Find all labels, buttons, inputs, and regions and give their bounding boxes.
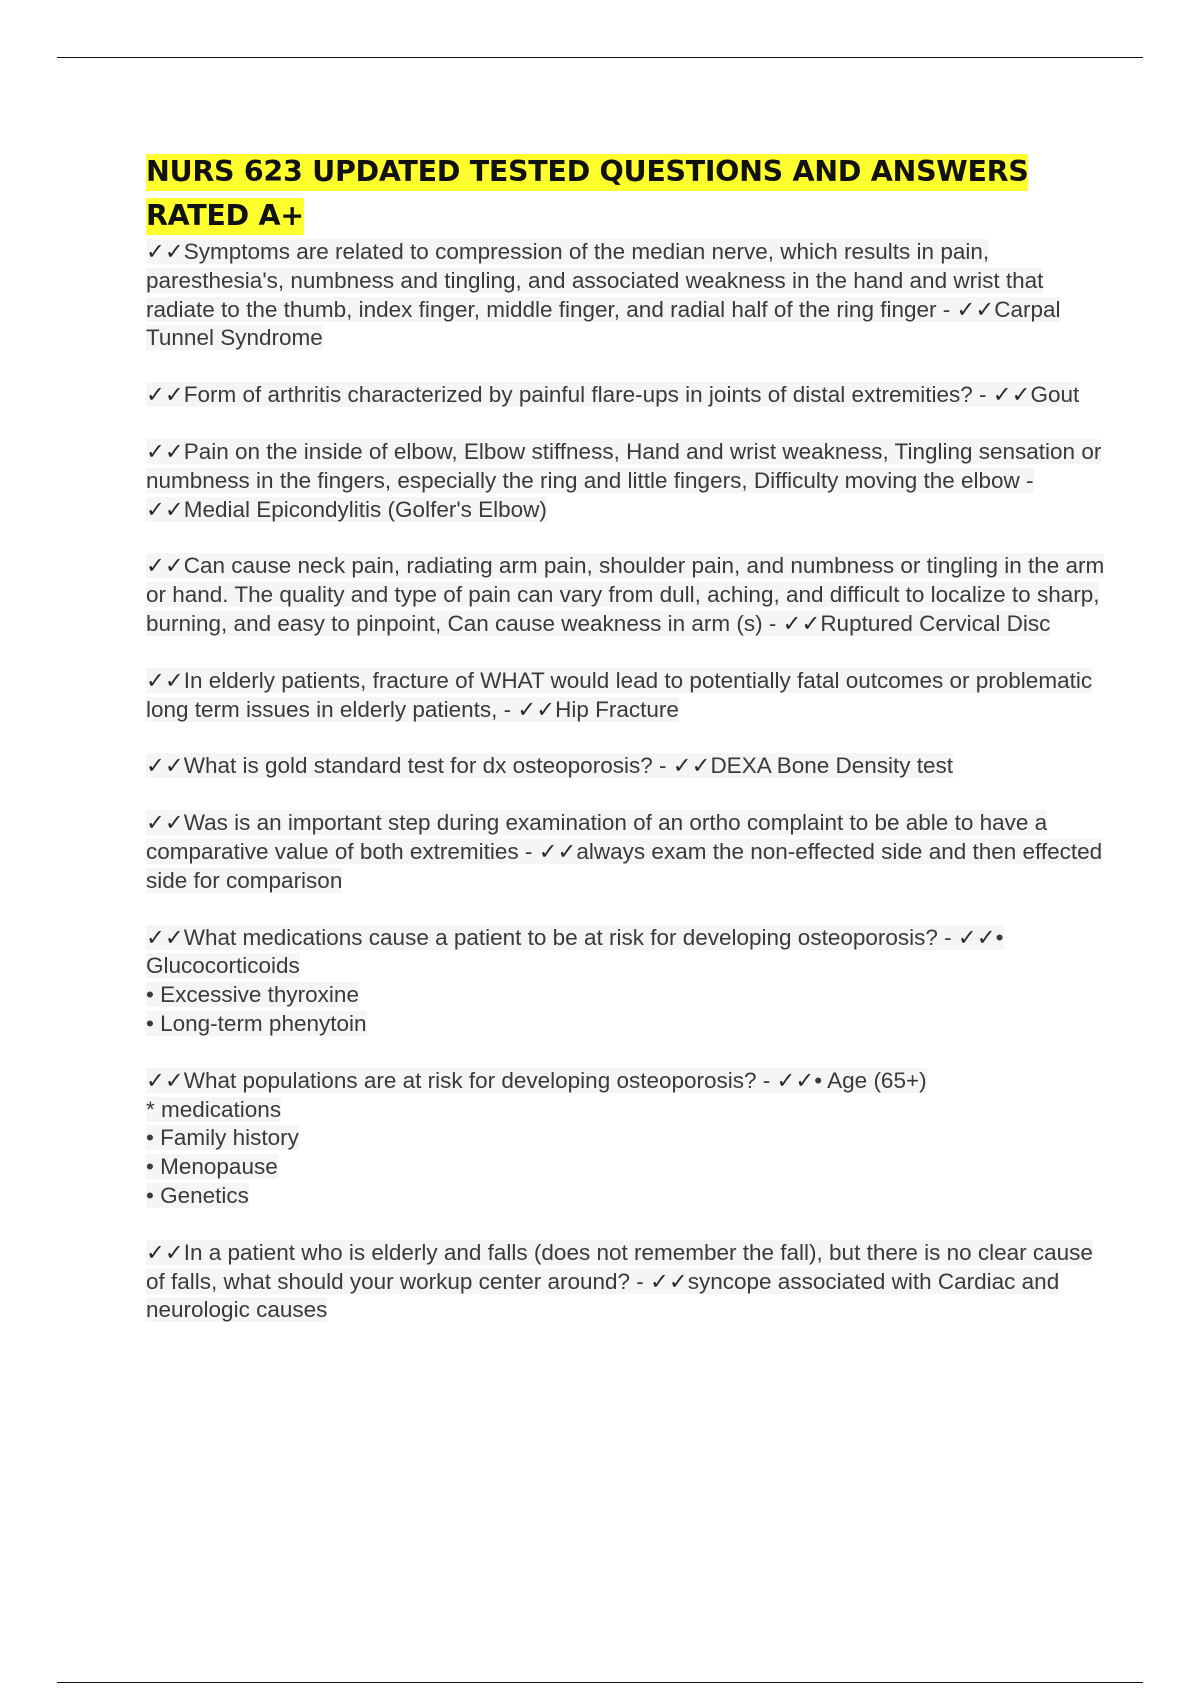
qa-item-6 bbox=[146, 752, 1106, 781]
qa-item-8 bbox=[146, 924, 1106, 1039]
check-icon: ✓✓ bbox=[957, 924, 996, 950]
question-text: Symptoms are related to compression of the median nerve, which results in pain, paresthesia's, numbness and tingling, and associated weakness in the hand and wrist that radiate to the thumb, index finger, middle finger, and radial half of the ring finger - bbox=[146, 239, 1044, 322]
qa-item-7 bbox=[146, 809, 1106, 895]
list-item: • Excessive thyroxine bbox=[146, 982, 359, 1008]
question-text: Was is an important step during examination of an ortho complaint to be able to have a comparative value of both extremities - bbox=[146, 810, 1048, 864]
check-icon: ✓✓ bbox=[146, 667, 184, 693]
answer-text: DEXA Bone Density test bbox=[710, 753, 954, 779]
document-title bbox=[146, 150, 1106, 238]
answer-text: • Glucocorticoids bbox=[146, 924, 1004, 979]
list-item: • Menopause bbox=[146, 1154, 278, 1180]
check-icon: ✓✓ bbox=[146, 496, 184, 522]
list-item: • Genetics bbox=[146, 1182, 249, 1208]
check-icon: ✓✓ bbox=[956, 296, 995, 322]
answer-text: Ruptured Cervical Disc bbox=[820, 610, 1051, 636]
check-icon: ✓✓ bbox=[146, 924, 184, 950]
qa-item-9 bbox=[146, 1067, 1106, 1211]
question-text: In elderly patients, fracture of WHAT would lead to potentially fatal outcomes or problematic long term issues in elderly patients, - bbox=[146, 667, 1093, 722]
qa-item-1 bbox=[146, 238, 1106, 353]
check-icon: ✓✓ bbox=[992, 382, 1031, 408]
check-icon: ✓✓ bbox=[146, 553, 184, 579]
qa-item-4 bbox=[146, 552, 1106, 638]
check-icon: ✓✓ bbox=[538, 838, 577, 864]
list-item: * medications bbox=[146, 1096, 282, 1122]
check-icon: ✓✓ bbox=[146, 1067, 184, 1093]
question-text: What populations are at risk for developing osteoporosis? - bbox=[183, 1067, 777, 1093]
check-icon: ✓✓ bbox=[146, 382, 184, 408]
question-text: What is gold standard test for dx osteoporosis? - bbox=[183, 753, 673, 779]
answer-text: always exam the non-effected side and then effected side for comparison bbox=[146, 838, 1103, 893]
answer-text: Carpal Tunnel Syndrome bbox=[146, 296, 1061, 351]
document-body bbox=[146, 150, 1106, 1353]
question-text: Form of arthritis characterized by painful flare-ups in joints of distal extremities? - bbox=[183, 382, 993, 408]
answer-text: Medial Epicondylitis (Golfer's Elbow) bbox=[183, 496, 547, 522]
question-text: Can cause neck pain, radiating arm pain, shoulder pain, and numbness or tingling in the arm or hand. The quality and type of pain can vary from dull, aching, and difficult to localize to sharp, burning, and easy to pinpoint, Can cause weakness in arm (s) - bbox=[146, 553, 1105, 636]
answer-text: • Age (65+) bbox=[814, 1067, 927, 1093]
check-icon: ✓✓ bbox=[146, 239, 184, 264]
answer-text: Hip Fracture bbox=[555, 696, 679, 722]
qa-item-3 bbox=[146, 438, 1106, 524]
list-item: • Long-term phenytoin bbox=[146, 1010, 367, 1036]
bottom-rule bbox=[57, 1682, 1143, 1683]
qa-item-10 bbox=[146, 1239, 1106, 1325]
check-icon: ✓✓ bbox=[672, 753, 711, 779]
top-rule bbox=[57, 57, 1143, 58]
question-text: In a patient who is elderly and falls (does not remember the fall), but there is no clear cause of falls, what should your workup center around? - bbox=[146, 1239, 1093, 1294]
check-icon: ✓✓ bbox=[776, 1067, 815, 1093]
answer-text: syncope associated with Cardiac and neurologic causes bbox=[146, 1268, 1060, 1323]
title-highlight: NURS 623 UPDATED TESTED QUESTIONS AND ANSWERS RATED A+ bbox=[146, 154, 1028, 235]
check-icon: ✓✓ bbox=[517, 696, 556, 722]
check-icon: ✓✓ bbox=[146, 810, 184, 836]
check-icon: ✓✓ bbox=[146, 1239, 184, 1265]
qa-item-5 bbox=[146, 667, 1106, 725]
check-icon: ✓✓ bbox=[146, 753, 184, 779]
list-item: • Family history bbox=[146, 1125, 299, 1151]
question-text: What medications cause a patient to be at risk for developing osteoporosis? - bbox=[183, 924, 958, 950]
check-icon: ✓✓ bbox=[650, 1268, 688, 1294]
qa-item-2 bbox=[146, 381, 1106, 410]
check-icon: ✓✓ bbox=[146, 438, 184, 464]
question-text: Pain on the inside of elbow, Elbow stiffness, Hand and wrist weakness, Tingling sensation or numbness in the fingers, especially the ring and little fingers, Difficulty moving the elbow - bbox=[146, 438, 1102, 493]
answer-text: Gout bbox=[1030, 382, 1080, 408]
check-icon: ✓✓ bbox=[782, 610, 821, 636]
